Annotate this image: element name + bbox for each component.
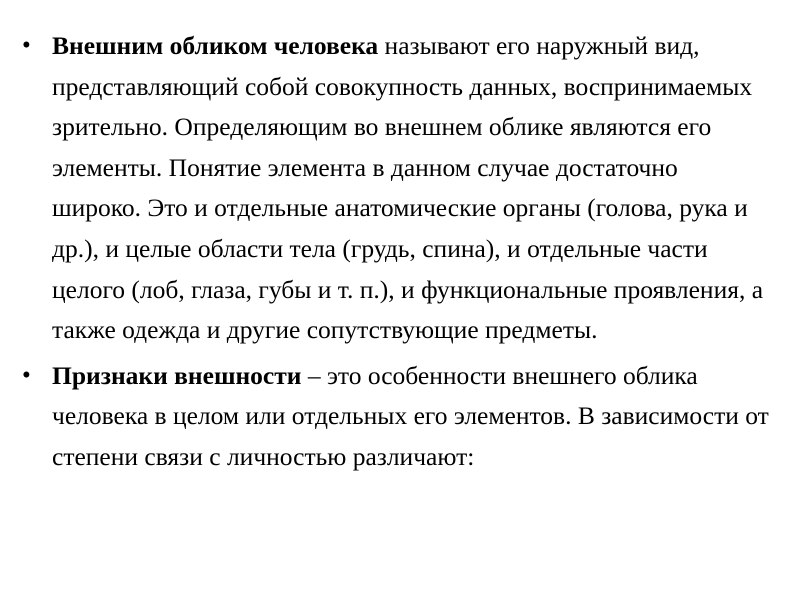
bullet-list	[20, 26, 770, 478]
bullet-item-signs	[20, 356, 770, 478]
bullet-item-appearance	[20, 26, 770, 351]
term-signs: Признаки внешности	[52, 360, 302, 390]
definition-appearance: называют его наружный вид, представляющий собой совокупность данных, воспринимаемых зрительно. Определяющим во внешнем облике являются его элементы. Понятие элемента в данном случае достаточно широко. Это и отдельные анатомические органы (голова, рука и др.), и целые области тела (грудь, спина), и отдельные части целого (лоб, глаза, губы и т. п.), и функциональные проявления, а также одежда и другие сопутствующие предметы.	[52, 31, 764, 345]
bullet-icon: •	[22, 32, 31, 59]
definition-signs: – это особенности внешнего облика человека в целом или отдельных его элементов. В зависимости от степени связи с личностью различают:	[52, 360, 769, 471]
bullet-icon: •	[22, 361, 31, 389]
term-appearance: Внешним обликом человека	[52, 31, 379, 60]
